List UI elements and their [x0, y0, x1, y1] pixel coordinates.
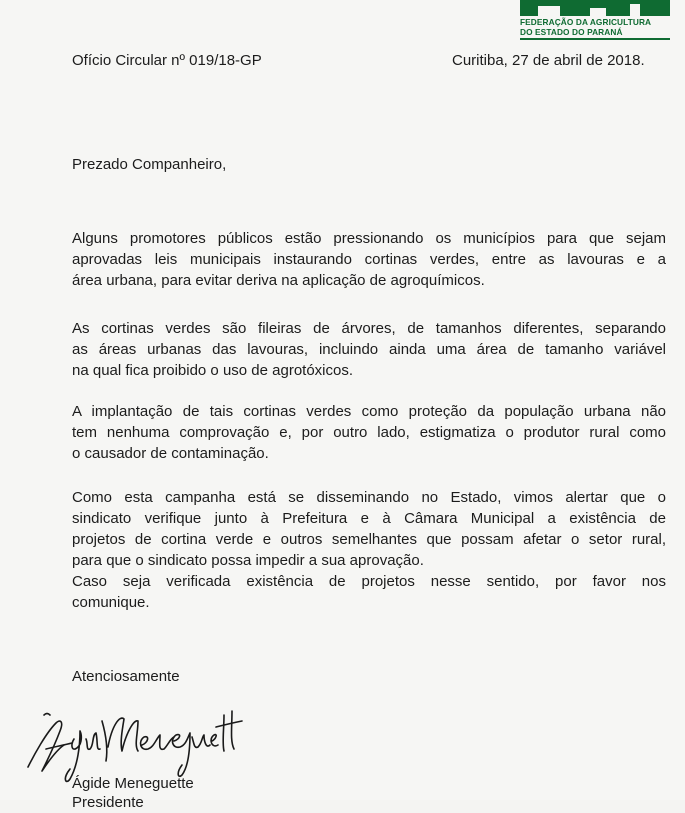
- paragraph-line: aprovadas leis municipais instaurando cortinas verdes, entre as lavouras e a: [72, 251, 666, 268]
- paragraph-1: [72, 228, 666, 291]
- logo-org-line1: FEDERAÇÃO DA AGRICULTURA: [520, 17, 652, 27]
- paragraph-line: Como esta campanha está se disseminando no Estado, vimos alertar que o: [72, 489, 666, 506]
- logo-org-line2: DO ESTADO DO PARANÁ: [520, 27, 623, 37]
- faep-logo: [520, 0, 670, 44]
- paragraph-3: [72, 401, 666, 464]
- paragraph-line: para que o sindicato possa impedir a sua aprovação.: [72, 552, 424, 569]
- paragraph-line: área urbana, para evitar deriva na aplicação de agroquímicos.: [72, 272, 485, 289]
- paragraph-5: [72, 571, 666, 613]
- paragraph-line: Caso seja verificada existência de projetos nesse sentido, por favor nos: [72, 573, 666, 590]
- paragraph-line: As cortinas verdes são fileiras de árvores, de tamanhos diferentes, separando: [72, 320, 666, 337]
- paragraph-line: sindicato verifique junto à Prefeitura e à Câmara Municipal a existência de: [72, 510, 666, 527]
- paragraph-line: as áreas urbanas das lavouras, incluindo ainda uma área de tamanho variável: [72, 341, 666, 358]
- paragraph-line: tem nenhuma comprovação e, por outro lado, estigmatiza o produtor rural como: [72, 424, 666, 441]
- paragraph-2: [72, 318, 666, 381]
- paragraph-line: A implantação de tais cortinas verdes como proteção da população urbana não: [72, 403, 666, 420]
- paragraph-line: comunique.: [72, 594, 150, 611]
- paragraph-line: na qual fica proibido o uso de agrotóxicos.: [72, 362, 354, 379]
- paragraph-line: o causador de contaminação.: [72, 445, 269, 462]
- logo-mark: [520, 0, 670, 16]
- signer-title: Presidente: [72, 794, 144, 811]
- letter-date: Curitiba, 27 de abril de 2018.: [452, 52, 645, 69]
- paragraph-4: [72, 487, 666, 571]
- logo-underline: [520, 38, 670, 40]
- closing: Atenciosamente: [72, 668, 180, 685]
- signer-name: Ágide Meneguette: [72, 775, 194, 792]
- paragraph-line: Alguns promotores públicos estão pressionando os municípios para que sejam: [72, 230, 666, 247]
- greeting: Prezado Companheiro,: [72, 156, 227, 173]
- paragraph-line: projetos de cortina verde e outros semelhantes que possam afetar o setor rural,: [72, 531, 666, 548]
- reference-number: Ofício Circular nº 019/18-GP: [72, 52, 262, 69]
